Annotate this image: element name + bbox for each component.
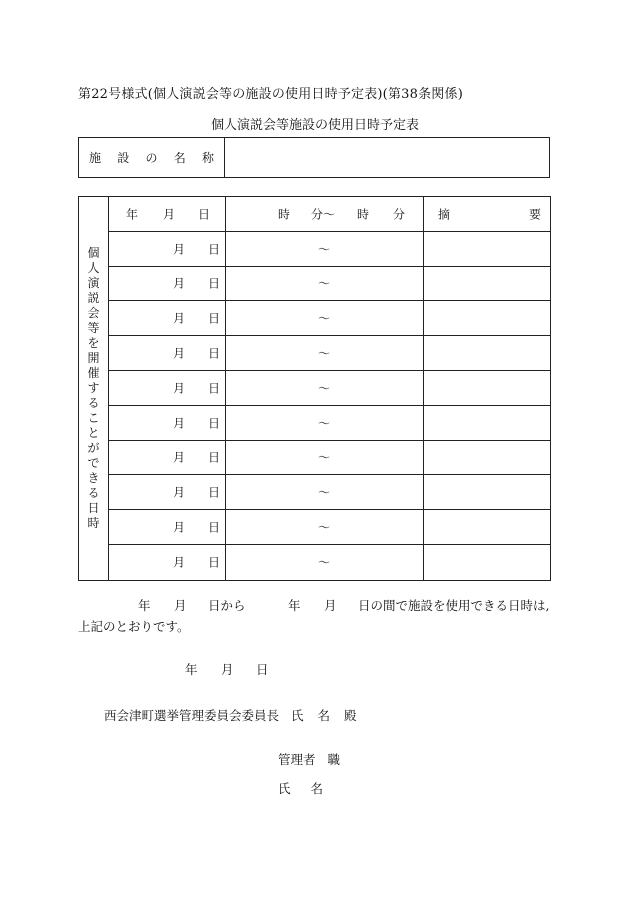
row-date-cell[interactable]: [109, 475, 226, 509]
side-label-char: で: [87, 456, 100, 470]
schedule-row: [109, 510, 550, 545]
row-time-cell[interactable]: [226, 301, 424, 335]
period-year-end: 年: [288, 598, 301, 613]
row-day: 日: [208, 346, 221, 361]
header-minute-end: 分: [393, 207, 406, 222]
row-day: 日: [208, 311, 221, 326]
row-date-cell[interactable]: [109, 545, 226, 580]
label-char: 施: [89, 151, 102, 165]
row-day: 日: [208, 555, 221, 570]
row-note-cell[interactable]: [424, 267, 550, 301]
row-day: 日: [208, 450, 221, 465]
side-label-char: 会: [87, 306, 100, 320]
schedule-row: [109, 371, 550, 406]
side-label-char: を: [87, 336, 100, 350]
date-month: 月: [221, 662, 234, 677]
row-tilde: 〜: [318, 416, 331, 431]
side-label-char: 人: [87, 261, 100, 275]
header-hour-start: 時: [278, 207, 291, 222]
period-day-rest: 日の間で施設を使用できる日時は,: [358, 598, 550, 613]
document-title: 個人演説会等施設の使用日時予定表: [210, 118, 419, 133]
schedule-row: [109, 232, 550, 267]
manager-role: 管理者: [278, 752, 316, 767]
schedule-grid: [109, 197, 550, 580]
side-label-char: こ: [87, 411, 100, 425]
row-time-cell[interactable]: [226, 371, 424, 405]
row-month: 月: [173, 485, 186, 500]
label-char: の: [145, 151, 158, 165]
signer-name-line: [278, 779, 323, 797]
row-day: 日: [208, 242, 221, 257]
row-note-cell[interactable]: [424, 406, 550, 440]
row-month: 月: [173, 311, 186, 326]
row-month: 月: [173, 346, 186, 361]
label-char: 称: [201, 151, 214, 165]
row-tilde: 〜: [318, 485, 331, 500]
period-month-start: 月: [174, 598, 187, 613]
row-tilde: 〜: [318, 381, 331, 396]
addressee-line: [104, 706, 357, 724]
row-tilde: 〜: [318, 555, 331, 570]
period-statement: [78, 596, 550, 614]
period-year-start: 年: [138, 598, 151, 613]
row-time-cell[interactable]: [226, 475, 424, 509]
signer-name-2: 名: [310, 781, 324, 796]
side-label-char: 等: [87, 321, 100, 335]
row-note-cell[interactable]: [424, 441, 550, 475]
row-tilde: 〜: [318, 520, 331, 535]
header-month: 月: [163, 207, 176, 222]
side-label-char: 説: [87, 291, 100, 305]
side-label-char: 個: [87, 246, 100, 260]
side-label-char: と: [87, 426, 100, 440]
row-month: 月: [173, 276, 186, 291]
row-note-cell[interactable]: [424, 545, 550, 580]
row-month: 月: [173, 450, 186, 465]
schedule-row: [109, 441, 550, 476]
side-label-char: 演: [87, 276, 100, 290]
schedule-row: [109, 336, 550, 371]
row-day: 日: [208, 485, 221, 500]
period-day-from: 日から: [208, 598, 246, 613]
row-time-cell[interactable]: [226, 510, 424, 544]
date-day: 日: [256, 662, 269, 677]
row-note-cell[interactable]: [424, 510, 550, 544]
side-label-char: が: [87, 441, 100, 455]
schedule-row: [109, 301, 550, 336]
header-time-cell: [226, 197, 424, 231]
row-note-cell[interactable]: [424, 336, 550, 370]
row-tilde: 〜: [318, 311, 331, 326]
form-number-title: 第22号様式(個人演説会等の施設の使用日時予定表)(第38条関係): [78, 87, 463, 102]
addressee-org: 西会津町選挙管理委員会委員長: [104, 708, 280, 723]
row-time-cell[interactable]: [226, 545, 424, 580]
schedule-row: [109, 267, 550, 302]
row-time-cell[interactable]: [226, 441, 424, 475]
row-day: 日: [208, 520, 221, 535]
label-char: 名: [173, 151, 186, 165]
facility-name-field[interactable]: [225, 138, 549, 177]
addressee-honorific: 殿: [344, 708, 357, 723]
schedule-row: [109, 545, 550, 580]
header-date-cell: [109, 197, 226, 231]
header-note-1: 摘: [438, 207, 451, 222]
signer-name-1: 氏: [278, 781, 291, 796]
row-day: 日: [208, 416, 221, 431]
schedule-table: [78, 196, 551, 581]
row-note-cell[interactable]: [424, 475, 550, 509]
row-date-cell[interactable]: [109, 441, 226, 475]
header-note-cell: [424, 197, 550, 231]
facility-name-label: [79, 138, 225, 177]
header-year: 年: [126, 207, 139, 222]
row-note-cell[interactable]: [424, 232, 550, 266]
row-month: 月: [173, 520, 186, 535]
row-month: 月: [173, 242, 186, 257]
row-time-cell[interactable]: [226, 232, 424, 266]
row-date-cell[interactable]: [109, 301, 226, 335]
header-day: 日: [198, 207, 211, 222]
row-note-cell[interactable]: [424, 371, 550, 405]
row-month: 月: [173, 416, 186, 431]
addressee-name-2: 名: [317, 708, 331, 723]
facility-name-box: [78, 137, 550, 178]
period-month-end: 月: [324, 598, 337, 613]
schedule-side-label: [79, 197, 109, 580]
row-date-cell[interactable]: [109, 371, 226, 405]
side-label-char: す: [87, 381, 100, 395]
row-date-cell[interactable]: [109, 406, 226, 440]
row-tilde: 〜: [318, 276, 331, 291]
side-label-char: 催: [87, 366, 100, 380]
header-note-2: 要: [529, 207, 542, 222]
row-month: 月: [173, 555, 186, 570]
row-note-cell[interactable]: [424, 301, 550, 335]
row-tilde: 〜: [318, 346, 331, 361]
side-label-char: 時: [87, 516, 100, 530]
row-time-cell[interactable]: [226, 267, 424, 301]
side-label-char: 日: [87, 501, 100, 515]
header-minute-start: 分〜: [311, 207, 336, 222]
row-date-cell[interactable]: [109, 232, 226, 266]
row-day: 日: [208, 276, 221, 291]
row-tilde: 〜: [318, 450, 331, 465]
manager-line: [278, 750, 340, 768]
row-date-cell[interactable]: [109, 336, 226, 370]
side-label-char: き: [87, 471, 100, 485]
period-statement-line2: 上記のとおりです。: [78, 619, 190, 634]
label-char: 設: [117, 151, 130, 165]
row-time-cell[interactable]: [226, 406, 424, 440]
date-year: 年: [185, 662, 198, 677]
row-date-cell[interactable]: [109, 267, 226, 301]
addressee-name-1: 氏: [291, 708, 304, 723]
side-label-char: 開: [87, 351, 100, 365]
schedule-header-row: [109, 197, 550, 232]
side-label-char: る: [87, 486, 100, 500]
row-tilde: 〜: [318, 242, 331, 257]
header-hour-end: 時: [357, 207, 370, 222]
manager-post: 職: [327, 752, 341, 767]
row-date-cell[interactable]: [109, 510, 226, 544]
row-month: 月: [173, 381, 186, 396]
side-label-char: る: [87, 396, 100, 410]
row-day: 日: [208, 381, 221, 396]
schedule-row: [109, 406, 550, 441]
schedule-row: [109, 475, 550, 510]
row-time-cell[interactable]: [226, 336, 424, 370]
